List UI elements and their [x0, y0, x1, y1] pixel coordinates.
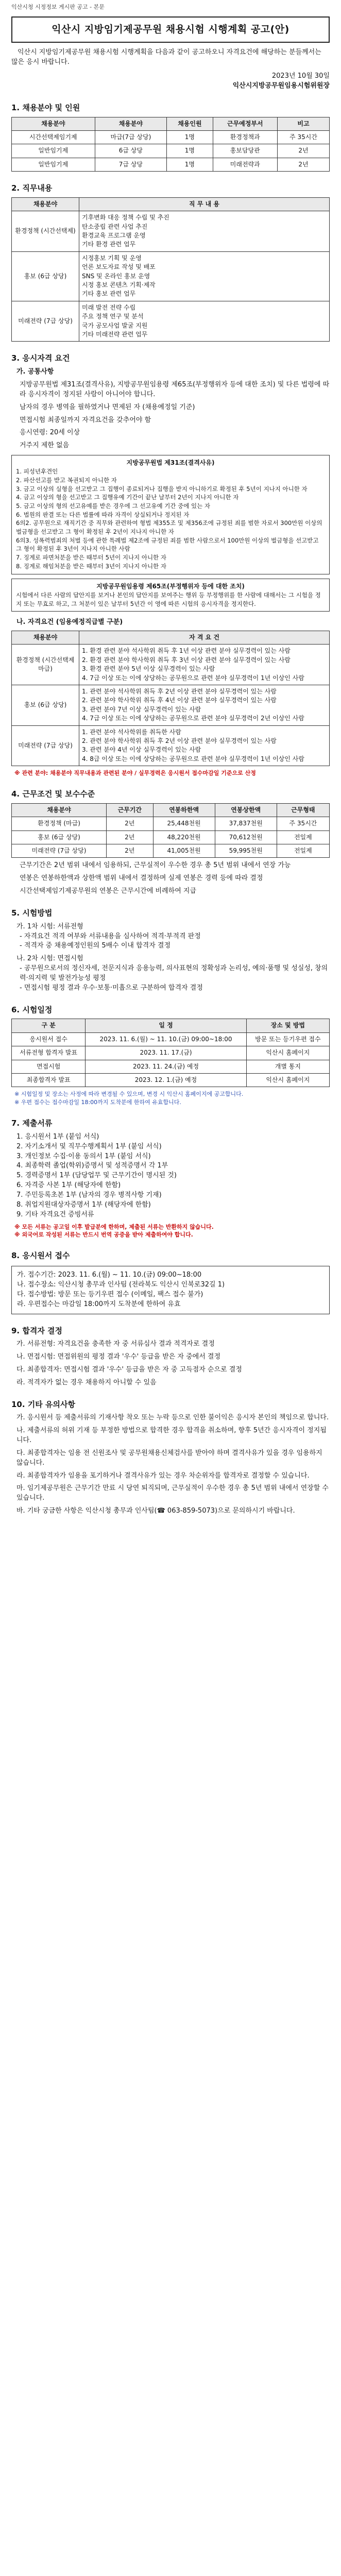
cell: 익산시 홈페이지	[246, 1046, 329, 1060]
th-sch-place: 장소 및 방법	[246, 1019, 329, 1032]
cell: 방문 또는 등기우편 접수	[246, 1032, 329, 1046]
list-item: 면접시험 최종일까지 자격요건을 갖추어야 함	[20, 416, 151, 424]
cell	[79, 251, 330, 301]
th-count: 채용인원	[167, 117, 213, 130]
list-item: 4. 금고 이상의 형을 선고받고 그 집행유예 기간이 끝난 날부터 2년이 지나지 아니한 자	[16, 494, 239, 501]
cell: 2년	[277, 158, 329, 171]
list-item: 6. 법원의 판결 또는 다른 법률에 따라 자격이 상실되거나 정지된 자	[16, 511, 190, 518]
cell: 환경정책 (시간선택제 마급)	[12, 645, 79, 685]
duty-table	[11, 197, 330, 342]
list-item: 2. 관련 분야 학사학위 취득 후 2년 이상 관련 분야 실무경력이 있는 사람	[82, 737, 277, 744]
cell: 2년	[277, 144, 329, 158]
th-grade: 채용분야	[95, 117, 167, 130]
list-item: 마. 임기제공무원은 근무기간 만료 시 당연 퇴직되며, 근무실적이 우수한 경우 총 5년 범위 내에서 연장할 수 있습니다.	[16, 1484, 329, 1502]
list-item: 환경교육 프로그램 운영	[82, 232, 146, 240]
cell: 미래전략 (7급 상당)	[12, 725, 79, 766]
cell: 응시원서 접수	[12, 1032, 86, 1046]
table-row	[12, 301, 330, 342]
list-item: 4. 8급 이상 또는 이에 상당하는 공무원으로 관련 분야 실무경력이 1년 이상인 사람	[82, 755, 304, 762]
cell: 주 35시간	[277, 131, 329, 144]
cell: 6급 상당	[95, 144, 167, 158]
list-item: 바. 기타 궁금한 사항은 익산시청 총무과 인사팀(☎ 063-859-5073)으로 문의하시기 바랍니다.	[16, 1507, 295, 1515]
schedule-note: ※ 시험일정 및 장소는 사정에 따라 변경될 수 있으며, 변경 시 익산시 홈페이지에 공고합니다.	[14, 1091, 244, 1098]
th-qual-content: 자 격 요 건	[79, 631, 330, 645]
list-item: 가. 1차 시험: 서류전형	[16, 922, 83, 930]
bottom-spacer	[11, 1516, 330, 1568]
list-item: 7. 주민등록초본 1부 (남자의 경우 병적사항 기재)	[16, 1191, 162, 1199]
cell: 최종합격자 발표	[12, 1073, 86, 1087]
cell: 주 35시간	[277, 817, 329, 831]
section-1-title: 1. 채용분야 및 인원	[11, 103, 80, 112]
table-row	[12, 844, 330, 858]
list-item: 미래 발전 전략 수립	[82, 303, 136, 311]
cell: 59,995천원	[215, 844, 277, 858]
list-item: 주요 정책 연구 및 분석	[82, 313, 144, 320]
cell: 익산시 홈페이지	[246, 1073, 329, 1087]
table-row	[12, 1060, 330, 1073]
list-item: 1. 관련 분야 석사학위를 취득한 사람	[82, 728, 181, 736]
cell: 37,837천원	[215, 817, 277, 831]
cell: 전일제	[277, 831, 329, 844]
cell: 일반임기제	[12, 158, 95, 171]
th-duty-field: 채용분야	[12, 197, 79, 211]
cell: 홍보 (6급 상당)	[12, 831, 107, 844]
list-item: SNS 및 온라인 홍보 운영	[82, 272, 150, 280]
table-row	[12, 831, 330, 844]
table-row	[12, 251, 330, 301]
list-item: 5. 경력증명서 1부 (담당업무 및 근무기간이 명시된 것)	[16, 1172, 177, 1180]
cell: 전일제	[277, 844, 329, 858]
table-row	[12, 1046, 330, 1060]
list-item: 남자의 경우 병역을 필하였거나 면제된 자 (채용예정일 기준)	[20, 403, 195, 411]
section-9-title: 9. 합격자 결정	[11, 1326, 63, 1335]
cell: 2년	[107, 844, 153, 858]
list-item: 1. 응시원서 1부 (붙임 서식)	[16, 1132, 99, 1141]
table-row	[12, 158, 330, 171]
intro-text: 익산시 지방임기제공무원 채용시험 시행계획을 다음과 같이 공고하오니 자격요건에 해당하는 분들께서는 많은 응시 바랍니다.	[11, 48, 321, 66]
section-8-title: 8. 응시원서 접수	[11, 1251, 70, 1261]
cell: 2023. 11. 6.(월) ~ 11. 10.(금) 09:00~18:00	[86, 1032, 246, 1046]
salary-table	[11, 803, 330, 858]
notebox-title: 지방공무원법 제31조(결격사유)	[126, 459, 215, 467]
announce-org: 익산시지방공무원임용시험위원장	[232, 82, 330, 90]
cell: 48,220천원	[153, 831, 215, 844]
disqualification-notebox	[11, 455, 330, 574]
cell: 2년	[107, 817, 153, 831]
cell	[79, 685, 330, 726]
cell: 2023. 11. 17.(금)	[86, 1046, 246, 1060]
list-item: 5. 금고 이상의 형의 선고유예를 받은 경우에 그 선고유예 기간 중에 있는 자	[16, 502, 210, 510]
cell: 일반임기제	[12, 144, 95, 158]
list-item: 다. 최종합격자는 임용 전 신원조사 및 공무원채용신체검사를 받아야 하며 결격사유가 있을 경우 임용하지 않습니다.	[16, 1449, 322, 1467]
list-item: 4. 7급 이상 또는 이에 상당하는 공무원으로 관련 분야 실무경력이 1년 이상인 사람	[82, 674, 304, 682]
list-item: 9. 기타 자격요건 증빙서류	[16, 1210, 94, 1218]
cell: 미래전략 (7급 상당)	[12, 844, 107, 858]
list-item: 기타 홍보 관련 업무	[82, 290, 136, 298]
recruit-table	[11, 117, 330, 172]
list-item: 6. 자격증 사본 1부 (해당자에 한함)	[16, 1181, 121, 1190]
table-row	[12, 1032, 330, 1046]
list-item: 4. 최종학력 졸업(학위)증명서 및 성적증명서 각 1부	[16, 1162, 168, 1170]
list-item: 가. 접수기간: 2023. 11. 6.(월) ~ 11. 10.(금) 09:00~18:00	[17, 1271, 202, 1279]
cell	[79, 645, 330, 685]
list-item: 3. 금고 이상의 실형을 선고받고 그 집행이 종료되거나 집행을 받지 아니하기로 확정된 후 5년이 지나지 아니한 자	[16, 485, 308, 493]
cell: 2023. 11. 24.(금) 예정	[86, 1060, 246, 1073]
cell: 홍보 (6급 상당)	[12, 251, 79, 301]
th-sal-type: 근무형태	[277, 803, 329, 817]
cell: 7급 상당	[95, 158, 167, 171]
list-item: 탄소중립 관련 사업 추진	[82, 223, 148, 230]
cell: 환경정책 (마급)	[12, 817, 107, 831]
cell: 미래전략과	[213, 158, 277, 171]
list-item: 7. 징계로 파면처분을 받은 때부터 5년이 지나지 아니한 자	[16, 554, 166, 562]
cell: 2년	[107, 831, 153, 844]
list-item: 언론 보도자료 작성 및 배포	[82, 263, 156, 271]
list-item: 6의2. 공무원으로 재직기간 중 직무와 관련하여 형법 제355조 및 제356조에 규정된 죄를 범한 자로서 300만원 이상의 벌금형을 선고받고 그 형이 확정된 후 2년이 지나지 아니한 자	[16, 519, 322, 536]
list-item: 3. 개인정보 수집·이용 동의서 1부 (붙임 서식)	[16, 1152, 151, 1160]
th-qual-field: 채용분야	[12, 631, 79, 645]
th-duty-content: 직 무 내 용	[79, 197, 330, 211]
list-item: 8. 징계로 해임처분을 받은 때부터 3년이 지나지 아니한 자	[16, 562, 166, 570]
th-sal-max: 연봉상한액	[215, 803, 277, 817]
table-row	[12, 725, 330, 766]
section-10-title: 10. 기타 유의사항	[11, 1399, 75, 1409]
table-row	[12, 645, 330, 685]
schedule-note: ※ 우편 접수는 접수마감일 18:00까지 도착분에 한하여 유효합니다.	[14, 1099, 181, 1106]
cell: 홍보 (6급 상당)	[12, 685, 79, 726]
th-sal-field: 채용분야	[12, 803, 107, 817]
list-item: 8. 취업지원대상자증명서 1부 (해당자에 한함)	[16, 1200, 151, 1209]
cell: 서류전형 합격자 발표	[12, 1046, 86, 1060]
cell: 70,612천원	[215, 831, 277, 844]
application-box	[11, 1266, 330, 1314]
cell: 홍보담당관	[213, 144, 277, 158]
list-item: - 면접시험 평정 결과 우수·보통·미흡으로 구분하여 합격자 결정	[20, 984, 203, 992]
list-item: 1. 피성년후견인	[16, 468, 58, 476]
cell: 시간선택제임기제	[12, 131, 95, 144]
th-sal-min: 연봉하한액	[153, 803, 215, 817]
schedule-table	[11, 1019, 330, 1087]
documents-note: ※ 모든 서류는 공고일 이후 발급분에 한하며, 제출된 서류는 반환하지 않습니다.	[14, 1223, 214, 1230]
list-item: - 자격요건 적격 여부와 서류내용을 심사하여 적격·부적격 판정	[20, 932, 201, 940]
list-item: 라. 적격자가 없는 경우 채용하지 아니할 수 있음	[16, 1378, 157, 1386]
general-heading: 가. 공통사항	[16, 368, 54, 376]
th-dept: 근무예정부서	[213, 117, 277, 130]
table-row	[12, 685, 330, 726]
list-item: 라. 최종합격자가 임용을 포기하거나 결격사유가 있는 경우 차순위자를 합격자로 결정할 수 있습니다.	[16, 1471, 310, 1480]
cell: 41,005천원	[153, 844, 215, 858]
cell: 미래전략 (7급 상당)	[12, 301, 79, 342]
list-item: 응시연령: 20세 이상	[20, 429, 80, 437]
section-7-title: 7. 제출서류	[11, 1118, 53, 1128]
section-4-title: 4. 근무조건 및 보수수준	[11, 789, 95, 799]
page-title: 익산시 지방임기제공무원 채용시험 시행계획 공고(안)	[11, 16, 330, 43]
table-row	[12, 1073, 330, 1087]
th-sch-date: 일 정	[86, 1019, 246, 1032]
qualification-note: ※ 관련 분야: 채용분야 직무내용과 관련된 분야 / 실무경력은 응시원서 접수마감일 기준으로 산정	[14, 770, 256, 777]
list-item: 시정 홍보 콘텐츠 기획·제작	[82, 281, 156, 289]
list-item: 기타 환경 관련 업무	[82, 241, 136, 248]
list-item: - 적격자 중 채용예정인원의 5배수 이내 합격자 결정	[20, 942, 171, 950]
cell	[79, 301, 330, 342]
list-item: 나. 접수장소: 익산시청 총무과 인사팀 (전라북도 익산시 인북로32길 1)	[17, 1280, 225, 1289]
list-item: 라. 우편접수는 마감일 18:00까지 도착분에 한하여 유효	[17, 1300, 181, 1308]
top-caption: 익산시청 시정정보 게시판 공고 - 본문	[11, 4, 105, 10]
section-5-title: 5. 시험방법	[11, 908, 53, 918]
list-item: 3. 환경 관련 분야 5년 이상 실무경력이 있는 사람	[82, 665, 215, 673]
list-item: 나. 면접시험: 면접위원의 평정 결과 '우수' 등급을 받은 자 중에서 결정	[16, 1353, 221, 1361]
list-item: 거주지 제한 없음	[20, 442, 70, 450]
qualification-table	[11, 631, 330, 766]
table-row	[12, 144, 330, 158]
list-item: 6의3. 성폭력범죄의 처벌 등에 관한 특례법 제2조에 규정된 죄를 범한 사람으로서 100만원 이상의 벌금형을 선고받고 그 형이 확정된 후 3년이 지나지 아니한 사람	[16, 536, 319, 553]
cell: 1명	[167, 131, 213, 144]
cell: 환경정책 (시간선택제)	[12, 211, 79, 252]
th-field: 채용분야	[12, 117, 95, 130]
list-item: 시정홍보 기획 및 운영	[82, 254, 142, 262]
notebox-text: 시험에서 다른 사람의 답안지를 보거나 본인의 답안지를 보여주는 행위 등 부정행위를 한 사람에 대해서는 그 시험을 정지 또는 무효로 하고, 그 처분이 있은 날부터 5년간 이 영에 따른 시험의 응시자격을 정지한다.	[16, 591, 321, 607]
list-item: 2. 관련 분야 학사학위 취득 후 4년 이상 관련 분야 실무경력이 있는 사람	[82, 697, 277, 704]
section-3-title: 3. 응시자격 요건	[11, 353, 70, 363]
cell	[79, 725, 330, 766]
list-item: 2. 환경 관련 분야 학사학위 취득 후 3년 이상 관련 분야 실무경력이 있는 사람	[82, 656, 291, 664]
section-2-title: 2. 직무내용	[11, 183, 53, 193]
th-note: 비고	[277, 117, 329, 130]
notebox-title: 지방공무원임용령 제65조(부정행위자 등에 대한 조치)	[96, 582, 245, 590]
list-item: 기후변화 대응 정책 수립 및 추진	[82, 214, 169, 222]
cell: 개별 통지	[246, 1060, 329, 1073]
announce-date: 2023년 10월 30일	[271, 72, 330, 80]
list-item: - 공무원으로서의 정신자세, 전문지식과 응용능력, 의사표현의 정확성과 논리성, 예의·품행 및 성실성, 창의력·의지력 및 발전가능성 평정	[20, 964, 328, 982]
list-item: 다. 접수방법: 방문 또는 등기우편 접수 (이메일, 팩스 접수 불가)	[17, 1290, 203, 1298]
list-item: 가. 서류전형: 자격요건을 충족한 자 중 서류심사 결과 적격자로 결정	[16, 1340, 215, 1348]
list-item: 4. 7급 이상 또는 이에 상당하는 공무원으로 관련 분야 실무경력이 2년 이상인 사람	[82, 715, 304, 722]
cell: 2023. 12. 1.(금) 예정	[86, 1073, 246, 1087]
table-row	[12, 211, 330, 252]
list-item: 1. 환경 관련 분야 석사학위 취득 후 1년 이상 관련 분야 실무경력이 있는 사람	[82, 647, 291, 655]
list-item: 국가 공모사업 발굴 지원	[82, 321, 148, 329]
table-row	[12, 817, 330, 831]
cell: 면접시험	[12, 1060, 86, 1073]
list-item: 기타 미래전략 관련 업무	[82, 331, 148, 338]
cell: 1명	[167, 158, 213, 171]
list-item: 다. 최종합격자: 면접시험 결과 '우수' 등급을 받은 자 중 고득점자 순으로 결정	[16, 1365, 242, 1374]
cell: 환경정책과	[213, 131, 277, 144]
documents-note: ※ 외국어로 작성된 서류는 반드시 번역 공증을 받아 제출하여야 합니다.	[14, 1231, 193, 1239]
list-item: 2. 파산선고를 받고 복권되지 아니한 자	[16, 477, 117, 484]
list-item: 지방공무원법 제31조(결격사유), 지방공무원임용령 제65조(부정행위자 등에 대한 조치) 및 다른 법령에 따라 응시자격이 정지된 사람이 아니어야 합니다.	[20, 380, 330, 398]
list-item: 나. 제출서류의 허위 기재 등 부정한 방법으로 합격한 경우 합격을 취소하며, 향후 5년간 응시자격이 정지됩니다.	[16, 1427, 327, 1445]
list-item: 3. 관련 분야 7년 이상 실무경력이 있는 사람	[82, 705, 201, 713]
list-item: 시간선택제임기제공무원의 연봉은 근무시간에 비례하여 지급	[20, 887, 197, 895]
list-item: 가. 응시원서 등 제출서류의 기재사항 착오 또는 누락 등으로 인한 불이익은 응시자 본인의 책임으로 합니다.	[16, 1414, 329, 1422]
list-item: 근무기간은 2년 범위 내에서 임용하되, 근무실적이 우수한 경우 총 5년 범위 내에서 연장 가능	[20, 861, 291, 870]
cell: 25,448천원	[153, 817, 215, 831]
list-item: 3. 관련 분야 4년 이상 실무경력이 있는 사람	[82, 746, 201, 754]
cell	[79, 211, 330, 252]
list-item: 연봉은 연봉하한액과 상한액 범위 내에서 결정하며 실제 연봉은 경력 등에 따라 결정	[20, 874, 263, 883]
special-heading: 나. 자격요건 (임용예정직급별 구분)	[16, 618, 123, 626]
table-row	[12, 131, 330, 144]
th-sal-period: 근무기간	[107, 803, 153, 817]
cell: 1명	[167, 144, 213, 158]
list-item: 나. 2차 시험: 면접시험	[16, 955, 83, 963]
cell: 마급(7급 상당)	[95, 131, 167, 144]
section-6-title: 6. 시험일정	[11, 1005, 53, 1014]
list-item: 2. 자기소개서 및 직무수행계획서 1부 (붙임 서식)	[16, 1142, 162, 1150]
th-sch-type: 구 분	[12, 1019, 86, 1032]
list-item: 1. 관련 분야 석사학위 취득 후 2년 이상 관련 분야 실무경력이 있는 사람	[82, 688, 277, 696]
misconduct-notebox	[11, 579, 330, 612]
